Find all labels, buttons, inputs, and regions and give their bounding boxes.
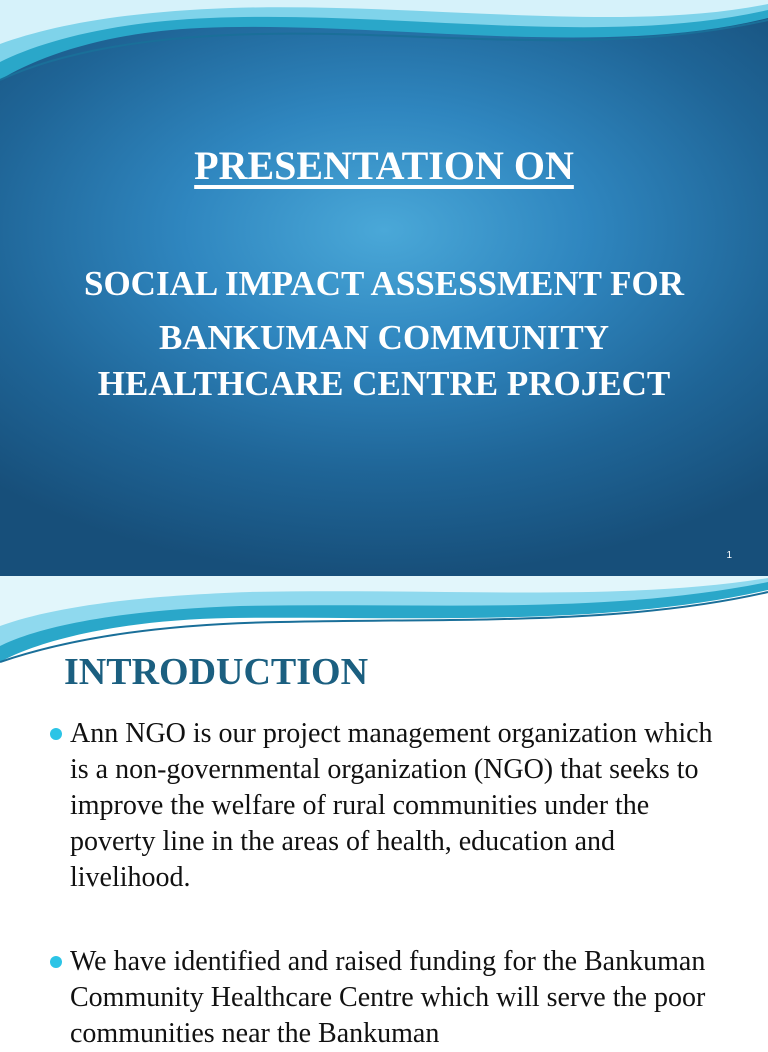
bullet-text: Ann NGO is our project management organization which is a non-governmental organization (NGO) that seeks to improve the welfare of rural communities under the poverty line in the areas of health, education and livelihood.	[70, 718, 713, 893]
bullet-dot-icon	[48, 944, 70, 980]
bullet-dot-icon	[48, 716, 70, 752]
slide-number: 1	[726, 550, 732, 561]
introduction-heading: INTRODUCTION	[64, 651, 369, 693]
bullet-item	[48, 716, 738, 896]
subtitle-line: BANKUMAN COMMUNITY	[158, 318, 610, 357]
presentation-heading: PRESENTATION ON	[194, 143, 574, 188]
subtitle-line: HEALTHCARE CENTRE PROJECT	[97, 364, 671, 403]
subtitle-line: SOCIAL IMPACT ASSESSMENT FOR	[83, 264, 685, 303]
bullet-text: We have identified and raised funding for the Bankuman Community Healthcare Centre which will serve the poor communities near the Bankuman	[70, 946, 706, 1049]
introduction-slide	[0, 576, 768, 1049]
bullet-item	[48, 944, 738, 1052]
top-wave-decoration	[0, 0, 768, 110]
